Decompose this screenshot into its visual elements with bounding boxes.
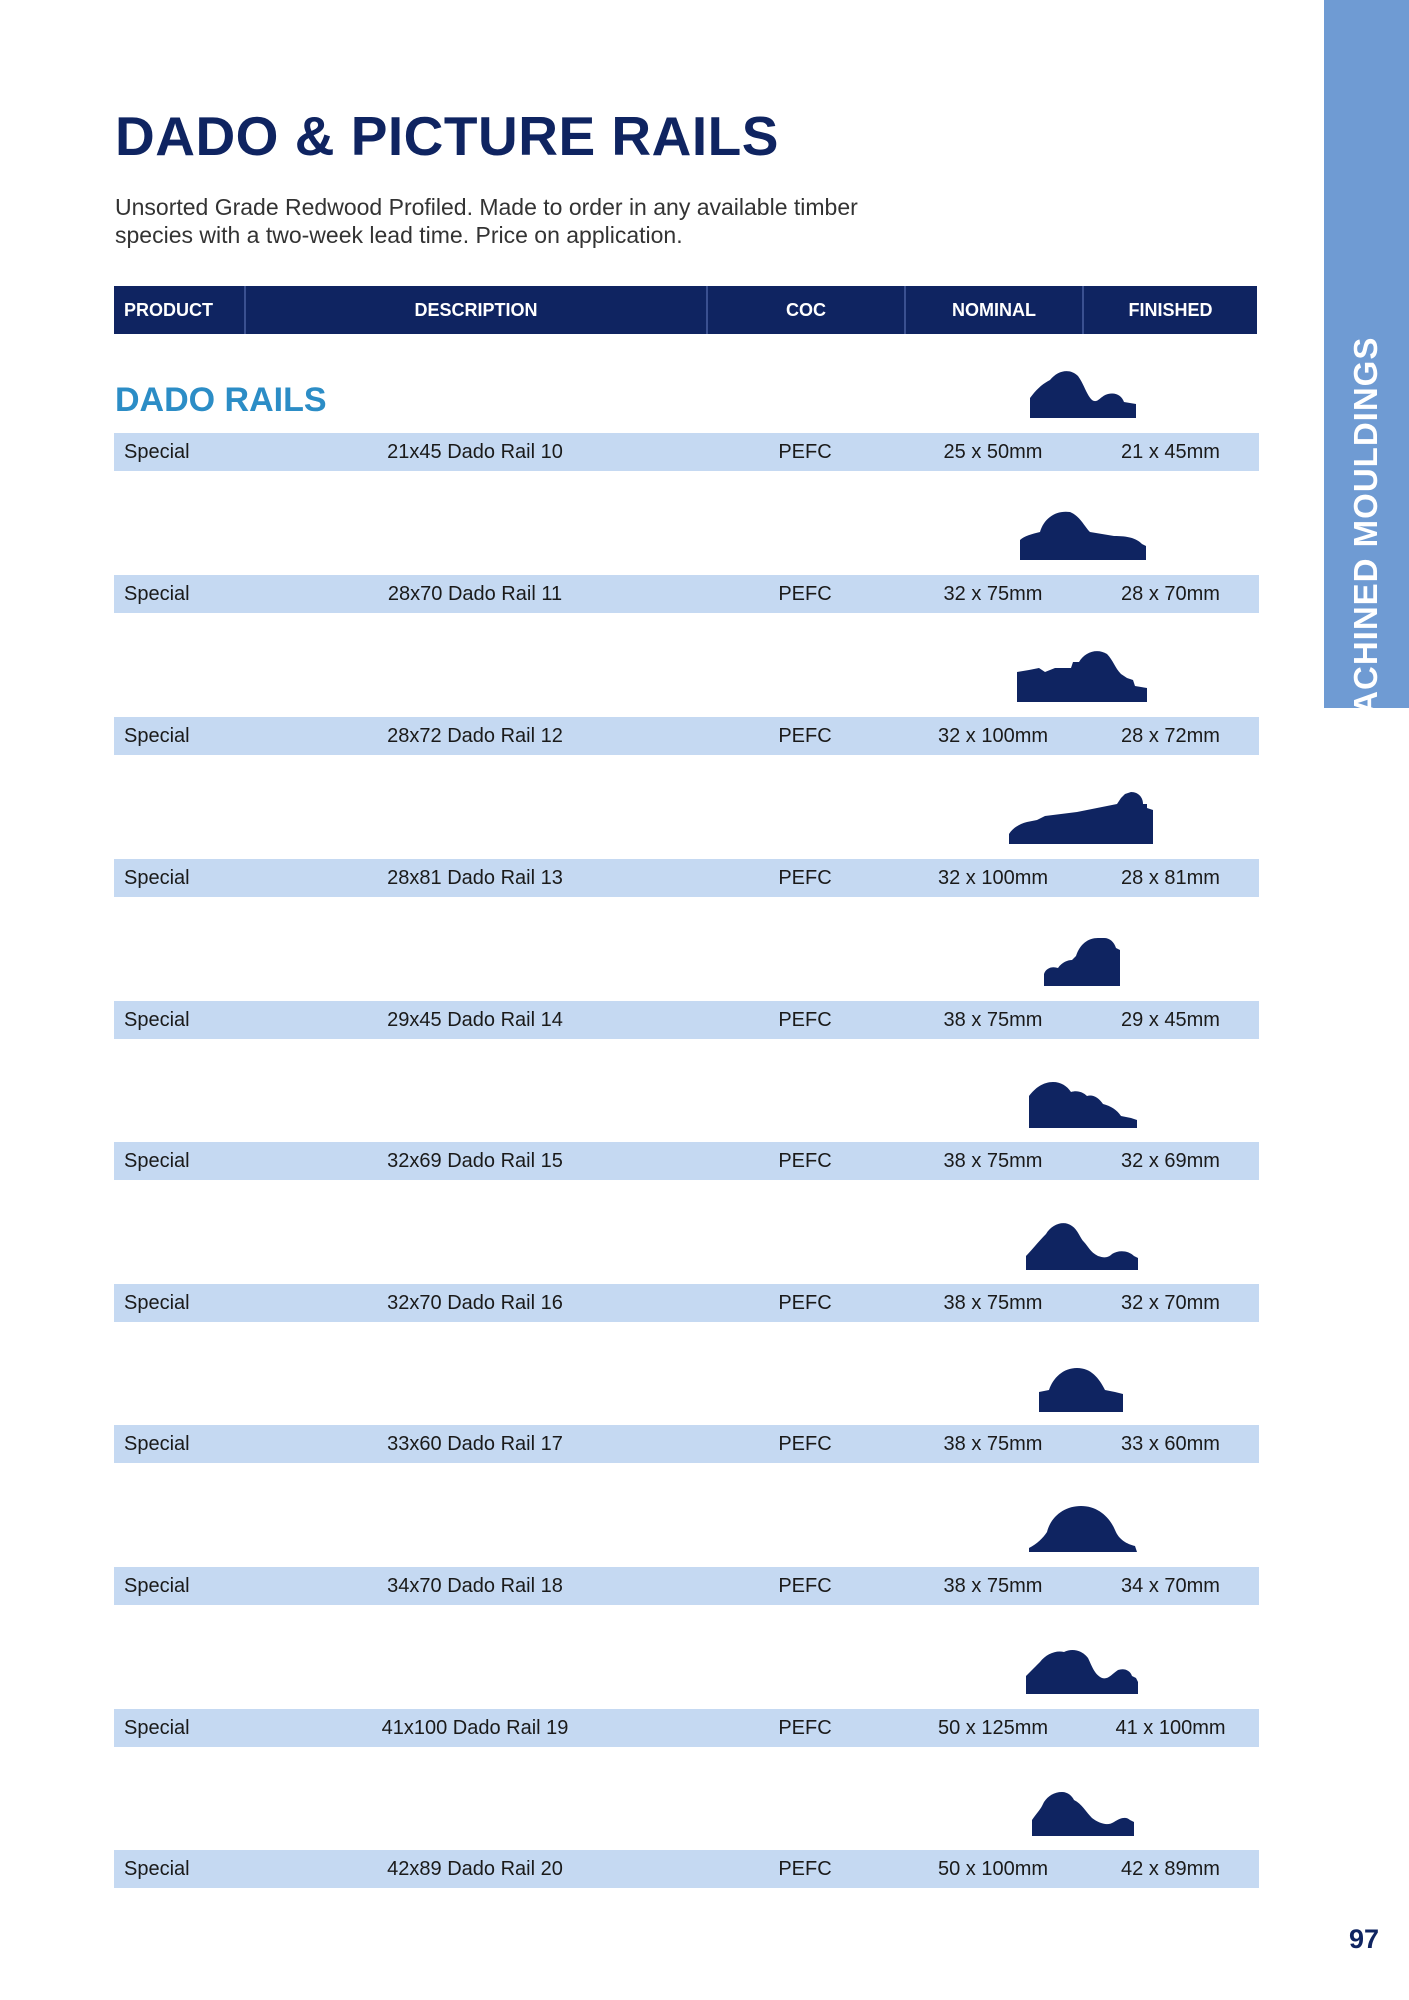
header-nominal: NOMINAL [904, 286, 1082, 334]
cell-finished: 32 x 70mm [1121, 1291, 1220, 1314]
dado-rail-profile-icon [1027, 1498, 1139, 1554]
cell-nominal: 38 x 75mm [943, 1432, 1043, 1455]
cell-coc: PEFC [778, 1149, 832, 1172]
cell-finished: 32 x 69mm [1121, 1149, 1220, 1172]
cell-product: Special [124, 1857, 190, 1880]
dado-rail-profile-icon [1037, 1358, 1127, 1414]
cell-coc: PEFC [778, 1857, 832, 1880]
cell-nominal: 32 x 100mm [937, 866, 1049, 889]
cell-description: 29x45 Dado Rail 14 [387, 1008, 563, 1031]
cell-nominal: 38 x 75mm [943, 1008, 1043, 1031]
table-row [114, 1425, 1259, 1463]
table-row [114, 1142, 1259, 1180]
header-finished: FINISHED [1082, 286, 1257, 334]
cell-coc: PEFC [778, 440, 832, 463]
cell-description: 33x60 Dado Rail 17 [387, 1432, 563, 1455]
table-row [114, 1850, 1259, 1888]
cell-product: Special [124, 582, 190, 605]
header-product: PRODUCT [124, 299, 213, 320]
cell-coc: PEFC [778, 582, 832, 605]
cell-product: Special [124, 724, 190, 747]
cell-finished: 34 x 70mm [1121, 1574, 1220, 1597]
cell-finished: 33 x 60mm [1121, 1432, 1220, 1455]
page-title: DADO & PICTURE RAILS [115, 105, 779, 167]
cell-nominal: 38 x 75mm [943, 1574, 1043, 1597]
cell-description: 42x89 Dado Rail 20 [387, 1857, 563, 1880]
cell-coc: PEFC [778, 1432, 832, 1455]
cell-product: Special [124, 440, 190, 463]
cell-finished: 28 x 81mm [1121, 866, 1220, 889]
header-coc: COC [706, 286, 904, 334]
cell-description: 32x70 Dado Rail 16 [387, 1291, 563, 1314]
cell-nominal: 38 x 75mm [943, 1149, 1043, 1172]
side-tab-label: MACHINED MOULDINGS [1347, 336, 1384, 744]
page-number: 97 [1348, 1924, 1379, 1954]
dado-rail-profile-icon [1030, 1782, 1136, 1838]
table-row [114, 1284, 1259, 1322]
cell-finished: 29 x 45mm [1121, 1008, 1220, 1031]
dado-rail-profile-icon [1018, 506, 1148, 562]
cell-description: 28x81 Dado Rail 13 [387, 866, 563, 889]
cell-description: 21x45 Dado Rail 10 [387, 440, 563, 463]
dado-rail-profile-icon [1024, 1216, 1142, 1272]
cell-nominal: 32 x 75mm [943, 582, 1043, 605]
dado-rail-profile-icon [1007, 790, 1157, 846]
cell-finished: 42 x 89mm [1121, 1857, 1220, 1880]
cell-coc: PEFC [778, 1574, 832, 1597]
cell-coc: PEFC [778, 724, 832, 747]
dado-rail-profile-icon [1024, 1640, 1142, 1696]
dado-rail-profile-icon [1015, 648, 1150, 704]
dado-rail-profile-icon [1027, 1074, 1139, 1130]
cell-coc: PEFC [778, 866, 832, 889]
cell-coc: PEFC [778, 1716, 832, 1739]
cell-coc: PEFC [778, 1291, 832, 1314]
cell-description: 32x69 Dado Rail 15 [387, 1149, 563, 1172]
cell-nominal: 32 x 100mm [937, 724, 1049, 747]
cell-coc: PEFC [778, 1008, 832, 1031]
cell-nominal: 38 x 75mm [943, 1291, 1043, 1314]
table-row [114, 1709, 1259, 1747]
cell-nominal: 50 x 125mm [937, 1716, 1049, 1739]
table-row [114, 575, 1259, 613]
dado-rail-profile-icon [1028, 364, 1138, 420]
header-description: DESCRIPTION [244, 286, 706, 334]
cell-finished: 21 x 45mm [1121, 440, 1220, 463]
cell-description: 41x100 Dado Rail 19 [381, 1716, 569, 1739]
cell-nominal: 50 x 100mm [937, 1857, 1049, 1880]
table-row [114, 433, 1259, 471]
table-row [114, 859, 1259, 897]
cell-product: Special [124, 1008, 190, 1031]
section-title: DADO RAILS [115, 381, 327, 419]
cell-description: 28x72 Dado Rail 12 [387, 724, 563, 747]
cell-product: Special [124, 1716, 190, 1739]
cell-product: Special [124, 1574, 190, 1597]
cell-nominal: 25 x 50mm [943, 440, 1043, 463]
cell-finished: 28 x 70mm [1121, 582, 1220, 605]
cell-product: Special [124, 1291, 190, 1314]
intro-text: Unsorted Grade Redwood Profiled. Made to order in any available timber species with a two-week lead time. Price on application. [115, 194, 858, 248]
cell-product: Special [124, 1432, 190, 1455]
cell-finished: 28 x 72mm [1121, 724, 1220, 747]
table-row [114, 1567, 1259, 1605]
cell-finished: 41 x 100mm [1115, 1716, 1226, 1739]
cell-description: 34x70 Dado Rail 18 [387, 1574, 563, 1597]
cell-product: Special [124, 866, 190, 889]
dado-rail-profile-icon [1042, 932, 1122, 988]
cell-description: 28x70 Dado Rail 11 [387, 582, 563, 605]
table-row [114, 1001, 1259, 1039]
cell-product: Special [124, 1149, 190, 1172]
table-row [114, 717, 1259, 755]
